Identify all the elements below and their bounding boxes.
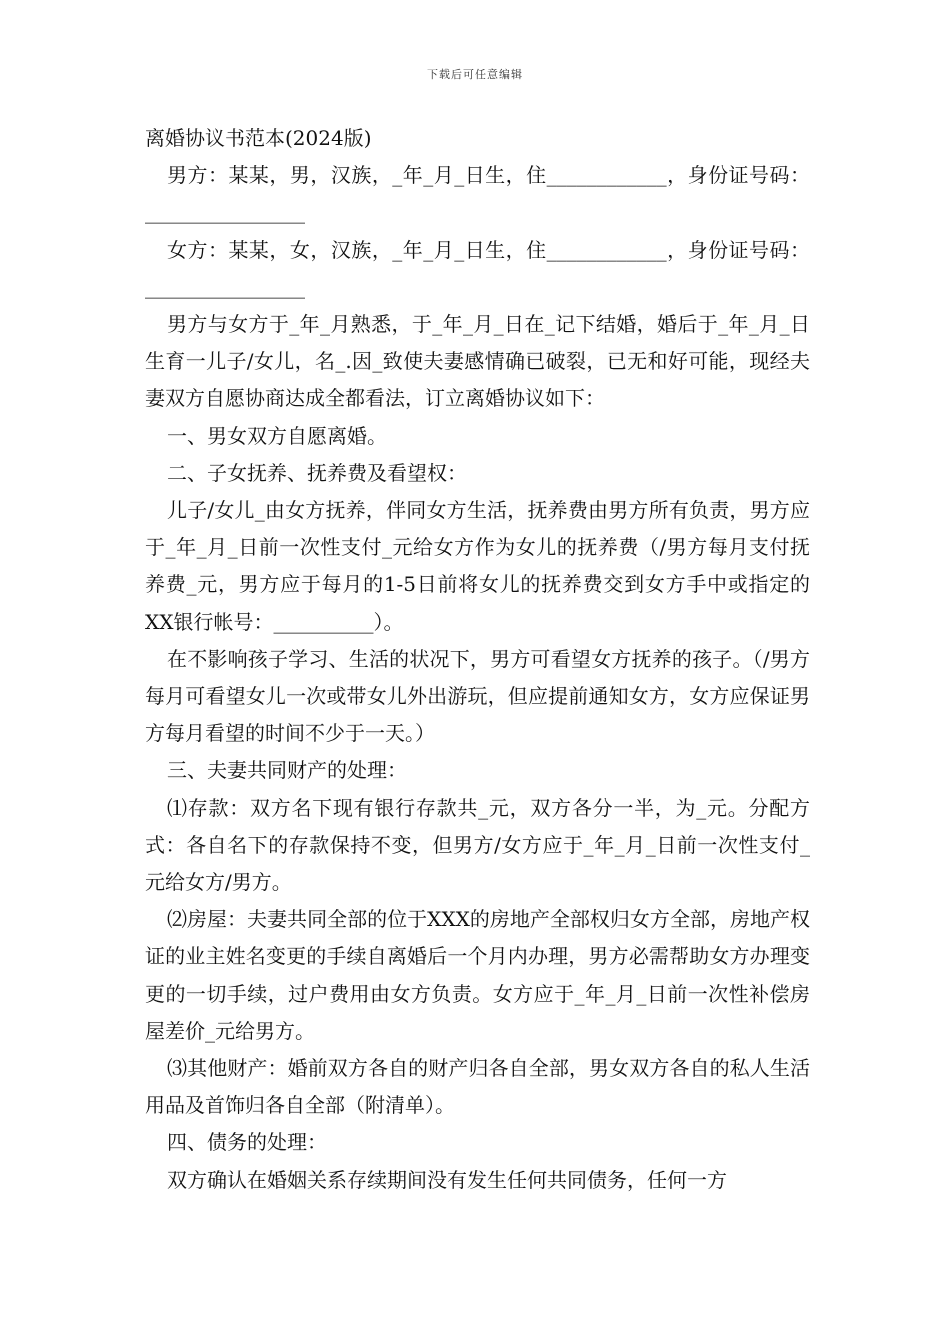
debt-paragraph: 双方确认在婚姻关系存续期间没有发生任何共同债务，任何一方 xyxy=(167,1167,727,1192)
section-heading-1: 一、男女双方自愿离婚。 xyxy=(167,423,387,448)
document-title: 离婚协议书范本(2024版) xyxy=(145,126,372,150)
section-heading-4: 四、债务的处理： xyxy=(167,1130,327,1155)
document-body xyxy=(145,120,810,1199)
page-header: 下载后可任意编辑 xyxy=(427,68,523,81)
custody-paragraph: 儿子/女儿_由女方抚养，伴同女方生活，抚养费由男方所有负责，男方应于_年_月_日前一次性支付_元给女方作为女儿的抚养费（/男方每月支付抚养费_元，男方应于每月的1-5日前将女儿的抚养费交到女方手中或指定的XX银行帐号：__________）。 xyxy=(145,498,810,634)
savings-paragraph: ⑴存款：双方名下现有银行存款共_元，双方各分一半，为_元。分配方式：各自名下的存款保持不变，但男方/女方应于_年_月_日前一次性支付_元给女方/男方。 xyxy=(145,795,810,895)
section-heading-2: 二、子女抚养、抚养费及看望权： xyxy=(167,460,467,485)
party-male-paragraph: 男方：某某，男，汉族，_年_月_日生，住____________，身份证号码：________________ xyxy=(145,163,810,225)
party-female-paragraph: 女方：某某，女，汉族，_年_月_日生，住____________，身份证号码：________________ xyxy=(145,237,810,299)
visitation-paragraph: 在不影响孩子学习、生活的状况下，男方可看望女方抚养的孩子。（/男方每月可看望女儿一次或带女儿外出游玩，但应提前通知女方，女方应保证男方每月看望的时间不少于一天。） xyxy=(145,646,810,746)
house-paragraph: ⑵房屋：夫妻共同全部的位于XXX的房地产全部权归女方全部，房地产权证的业主姓名变更的手续自离婚后一个月内办理，男方必需帮助女方办理变更的一切手续，过户费用由女方负责。女方应于_年_月_日前一次性补偿房屋差价_元给男方。 xyxy=(145,907,810,1043)
background-paragraph: 男方与女方于_年_月熟悉，于_年_月_日在_记下结婚，婚后于_年_月_日生育一儿子/女儿，名_.因_致使夫妻感情确已破裂，已无和好可能，现经夫妻双方自愿协商达成全都看法，订立离婚协议如下： xyxy=(145,312,810,411)
other-property-paragraph: ⑶其他财产：婚前双方各自的财产归各自全部，男女双方各自的私人生活用品及首饰归各自全部（附清单）。 xyxy=(145,1056,810,1118)
section-heading-3: 三、夫妻共同财产的处理： xyxy=(167,758,407,783)
